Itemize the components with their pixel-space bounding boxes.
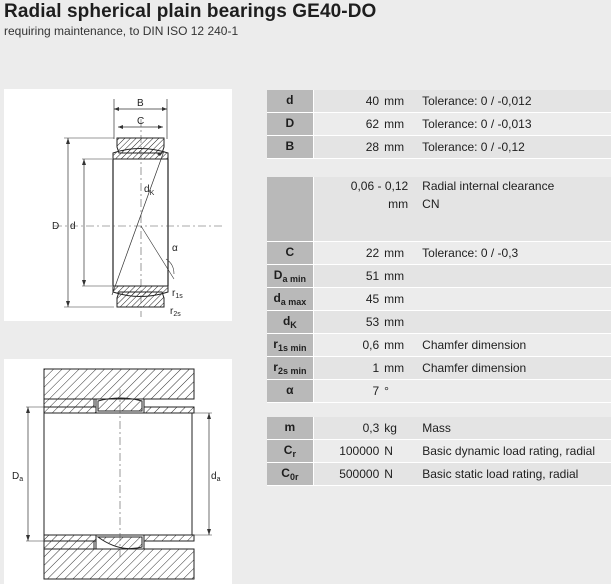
clearance-row [267,177,611,242]
table-row [267,380,611,403]
page-subtitle: requiring maintenance, to DIN ISO 12 240-1 [4,24,239,38]
description-cell: Basic static load rating, radial [414,463,611,486]
label-r1s: $r_{1s}$ [172,288,183,300]
table-row [267,463,611,486]
label-dk-sub: K [149,190,155,197]
mounting-drawing [4,359,232,584]
table-row [267,265,611,288]
symbol-cell: d [267,90,314,113]
label-da-sub: a [216,476,221,483]
symbol-cell: C [267,242,314,265]
table-row [267,311,611,334]
detail-dimensions-table [267,177,611,403]
description-cell [414,380,611,403]
description-cell: Chamfer dimension [414,334,611,357]
value-cell: 45 mm [314,288,414,311]
description-cell: Chamfer dimension [414,357,611,380]
label-alpha: α [172,243,178,254]
load-rating-table [267,417,611,486]
value-cell: 7 ° [314,380,414,403]
description-cell: Tolerance: 0 / -0,012 [414,90,611,113]
label-r2s: $r_{2s}$ [170,306,181,318]
table-row [267,90,611,113]
value-cell: 62 mm [314,113,414,136]
value-cell: 51 mm [314,265,414,288]
label-Da-sub: a [19,476,24,483]
value-cell: 100000 N [314,440,415,463]
value-cell: 500000 N [314,463,415,486]
symbol-cell: $C_{0r}$ [267,463,314,486]
clearance-value-cell [314,177,414,242]
label-C: C [137,116,145,127]
symbol-cell: m [267,417,314,440]
main-dimensions-table [267,90,611,159]
table-row [267,417,611,440]
description-cell: Tolerance: 0 / -0,12 [414,136,611,159]
value-cell: 53 mm [314,311,414,334]
table-row [267,113,611,136]
label-d: d [70,221,76,232]
symbol-cell: $r_{2s min}$ [267,357,314,380]
description-cell: Mass [414,417,611,440]
clearance-description: Radial internal clearance [422,179,555,193]
bearing-section-drawing [4,89,232,321]
clearance-description-cell [414,177,611,242]
symbol-cell: $d_{a max}$ [267,288,314,311]
label-D: D [52,221,60,232]
table-row [267,136,611,159]
label-r1s-sub: 1s [175,293,183,300]
value-cell: 0,3 kg [314,417,415,440]
description-cell: Basic dynamic load rating, radial [414,440,611,463]
table-row [267,357,611,380]
table-row [267,334,611,357]
table-row [267,242,611,265]
page-title: Radial spherical plain bearings GE40-DO [4,1,377,22]
clearance-unit: mm [388,197,409,211]
label-B: B [137,98,144,109]
description-cell [414,265,611,288]
symbol-cell: D [267,113,314,136]
label-dk: $d_K$ [144,184,155,197]
label-r2s-sub: 2s [173,311,181,318]
table-row [267,440,611,463]
label-da: $d_a$ [211,471,221,483]
value-cell: 0,6 mm [314,334,414,357]
value-cell: 40 mm [314,90,414,113]
symbol-cell: $d_K$ [267,311,314,334]
clearance-value: 0,06 - 0,12 [350,179,409,193]
symbol-cell: α [267,380,314,403]
symbol-cell: $D_{a min}$ [267,265,314,288]
clearance-class: CN [422,197,440,211]
symbol-cell: $C_r$ [267,440,314,463]
symbol-cell: $r_{1s min}$ [267,334,314,357]
table-row [267,288,611,311]
value-cell: 1 mm [314,357,414,380]
value-cell: 22 mm [314,242,414,265]
description-cell [414,288,611,311]
label-Da: $D_a$ [12,471,24,483]
description-cell [414,311,611,334]
symbol-cell: B [267,136,314,159]
value-cell: 28 mm [314,136,414,159]
description-cell: Tolerance: 0 / -0,013 [414,113,611,136]
description-cell: Tolerance: 0 / -0,3 [414,242,611,265]
symbol-cell [267,177,314,242]
